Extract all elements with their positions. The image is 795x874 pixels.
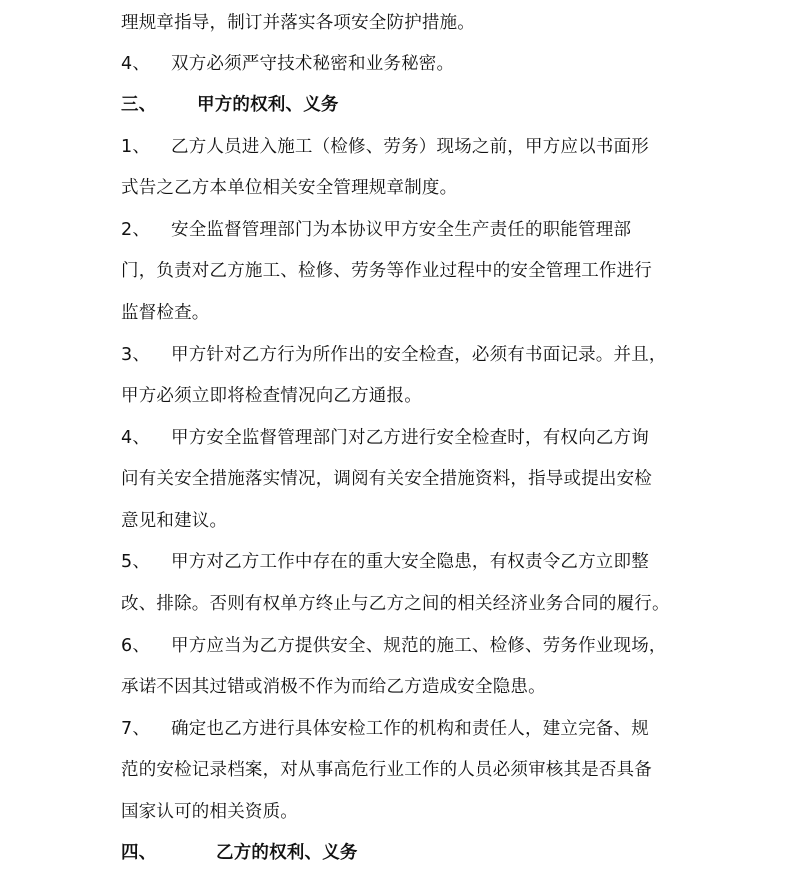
section-number: 三、 — [121, 95, 157, 115]
line-text: 甲方针对乙方行为所作出的安全检查，必须有书面记录。并且， — [171, 345, 667, 365]
line-text: 甲方必须立即将检查情况向乙方通报。 — [121, 386, 422, 406]
line-text: 式告之乙方本单位相关安全管理规章制度。 — [121, 178, 458, 198]
list-item-4 — [121, 49, 681, 79]
section-title: 乙方的权利、义务 — [216, 843, 358, 863]
list-item-7 — [121, 714, 681, 744]
list-item-6 — [121, 631, 681, 661]
section-heading-3 — [121, 90, 681, 120]
item-number: 6、 — [121, 636, 151, 656]
line-text: 安全监督管理部门为本协议甲方安全生产责任的职能管理部 — [171, 220, 632, 240]
paragraph-line — [121, 464, 681, 494]
line-text: 问有关安全措施落实情况，调阅有关安全措施资料，指导或提出安检 — [121, 469, 652, 489]
paragraph-line — [121, 589, 681, 619]
line-text: 双方必须严守技术秘密和业务秘密。 — [171, 54, 455, 74]
line-text: 监督检查。 — [121, 303, 210, 323]
item-number: 2、 — [121, 220, 151, 240]
item-number: 4、 — [121, 54, 151, 74]
paragraph-line — [121, 755, 681, 785]
paragraph-line — [121, 672, 681, 702]
item-number: 4、 — [121, 428, 151, 448]
paragraph-line — [121, 8, 681, 38]
line-text: 甲方对乙方工作中存在的重大安全隐患，有权责令乙方立即整 — [171, 552, 649, 572]
section-title: 甲方的权利、义务 — [197, 95, 339, 115]
line-text: 范的安检记录档案，对从事高危行业工作的人员必须审核其是否具备 — [121, 760, 652, 780]
line-text: 确定也乙方进行具体安检工作的机构和责任人，建立完备、规 — [171, 719, 649, 739]
paragraph-line — [121, 381, 681, 411]
item-number: 7、 — [121, 719, 151, 739]
line-text: 门，负责对乙方施工、检修、劳务等作业过程中的安全管理工作进行 — [121, 261, 652, 281]
paragraph-line — [121, 256, 681, 286]
list-item-3 — [121, 340, 681, 370]
line-text: 承诺不因其过错或消极不作为而给乙方造成安全隐患。 — [121, 677, 546, 697]
line-text: 乙方人员进入施工（检修、劳务）现场之前，甲方应以书面形 — [171, 137, 649, 157]
paragraph-line — [121, 298, 681, 328]
item-number: 5、 — [121, 552, 151, 572]
line-text: 理规章指导，制订并落实各项安全防护措施。 — [121, 13, 475, 33]
list-item-1 — [121, 132, 681, 162]
line-text: 改、排除。否则有权单方终止与乙方之间的相关经济业务合同的履行。 — [121, 594, 670, 614]
item-number: 1、 — [121, 137, 151, 157]
line-text: 国家认可的相关资质。 — [121, 802, 298, 822]
list-item-4b — [121, 423, 681, 453]
list-item-2 — [121, 215, 681, 245]
paragraph-line — [121, 797, 681, 827]
list-item-5 — [121, 547, 681, 577]
item-number: 3、 — [121, 345, 151, 365]
section-heading-4 — [121, 838, 681, 868]
paragraph-line — [121, 506, 681, 536]
line-text: 甲方安全监督管理部门对乙方进行安全检查时，有权向乙方询 — [171, 428, 649, 448]
section-number: 四、 — [121, 843, 157, 863]
line-text: 甲方应当为乙方提供安全、规范的施工、检修、劳务作业现场， — [171, 636, 667, 656]
line-text: 意见和建议。 — [121, 511, 228, 531]
paragraph-line — [121, 173, 681, 203]
